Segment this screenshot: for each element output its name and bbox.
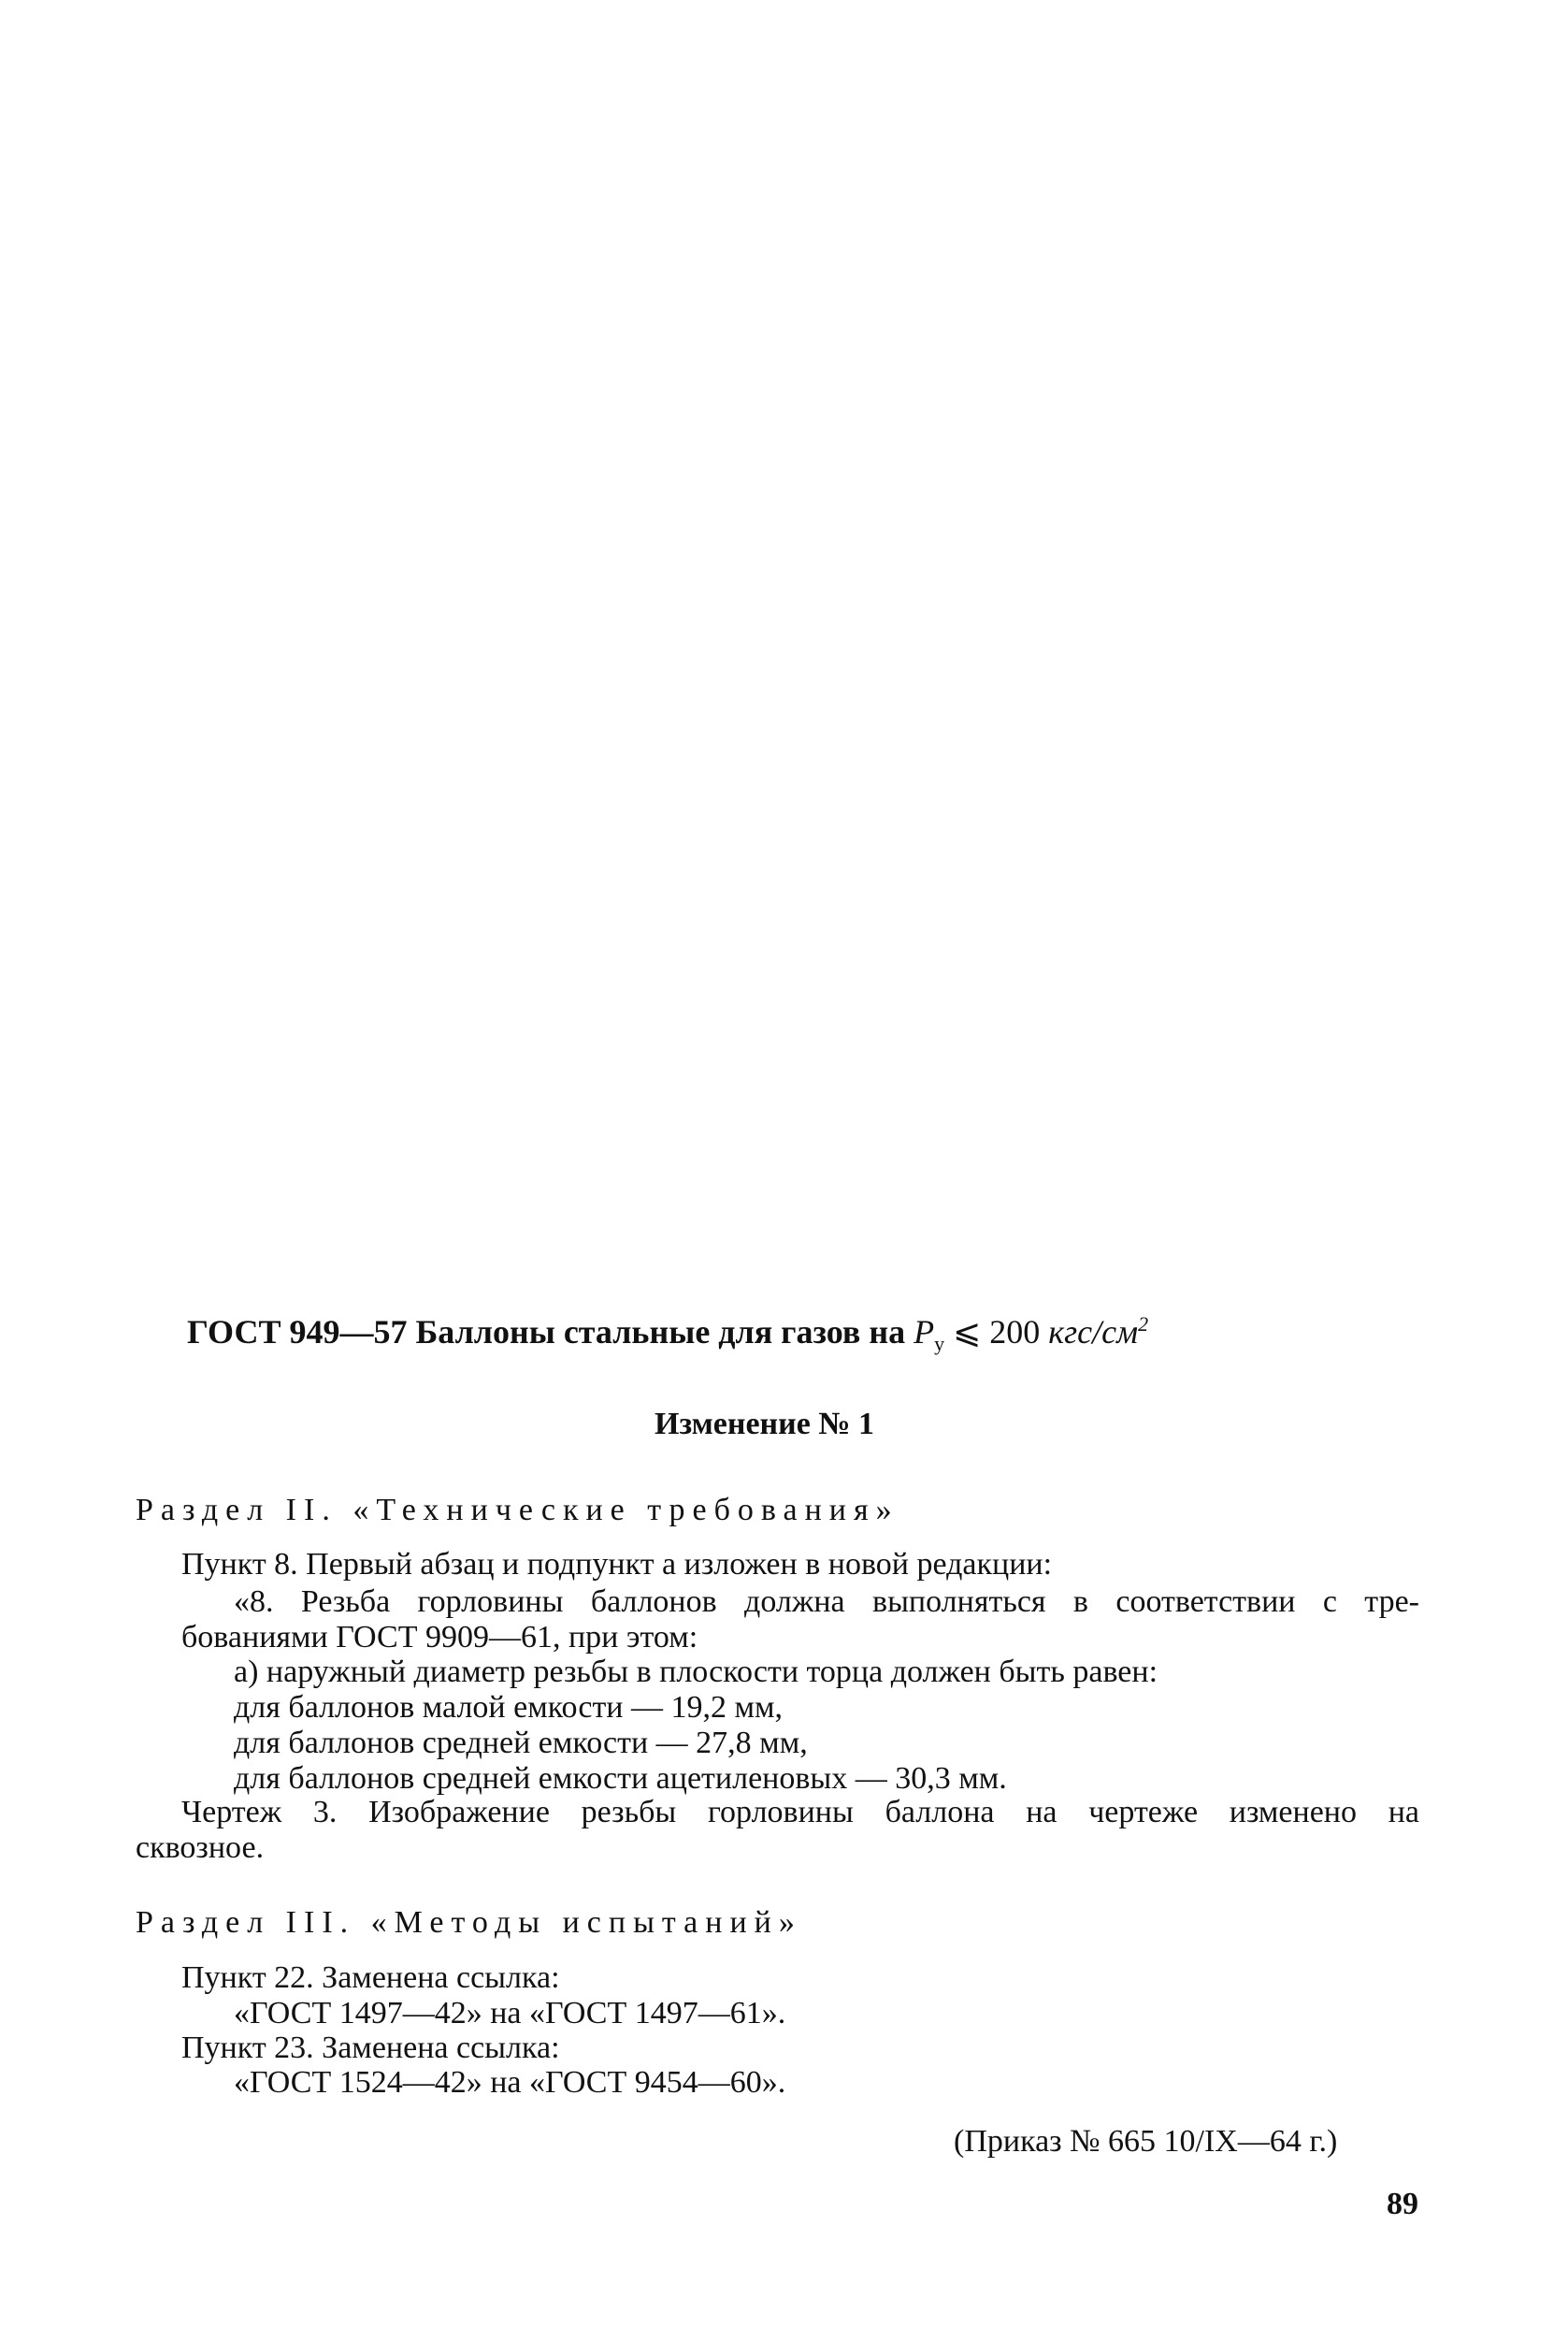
section-3-heading: Раздел III. «Методы испытаний» [136,1905,802,1940]
section-3-line: «ГОСТ 1524—42» на «ГОСТ 9454—60». [234,2065,786,2100]
section-2-heading: Раздел II. «Технические требования» [136,1493,899,1527]
section-2-line: бованиями ГОСТ 9909—61, при этом: [181,1620,698,1655]
section-3-line: Пункт 23. Заменена ссылка: [181,2030,560,2065]
change-title: Изменение № 1 [655,1407,874,1441]
section-2-line: сквозное. [136,1830,265,1865]
section-2-line: «8. Резьба горловины баллонов должна выполняться в соответствии с тре- [234,1584,1419,1619]
section-2-line: для баллонов малой емкости — 19,2 мм, [234,1690,784,1725]
document-title [187,1312,1149,1356]
section-2-line: а) наружный диаметр резьбы в плоскости торца должен быть равен: [234,1655,1158,1689]
order-reference: (Приказ № 665 10/IX—64 г.) [954,2124,1338,2159]
title-text: ГОСТ 949—57 Баллоны стальные для газов на [187,1313,914,1351]
section-2-line: для баллонов средней емкости — 27,8 мм, [234,1726,808,1760]
section-2-line: Чертеж 3. Изображение резьбы горловины баллона на чертеже изменено на [181,1795,1419,1829]
section-3-line: Пункт 22. Заменена ссылка: [181,1960,560,1995]
section-2-line: для баллонов средней емкости ацетиленовых — 30,3 мм. [234,1761,1007,1796]
page-number: 89 [1387,2187,1418,2221]
title-formula: $P_у$ ⩽ 200 кгс/$см^2$ [913,1312,1149,1356]
section-3-line: «ГОСТ 1497—42» на «ГОСТ 1497—61». [234,1996,786,2030]
section-2-line: Пункт 8. Первый абзац и подпункт a изложен в новой редакции: [181,1547,1053,1582]
